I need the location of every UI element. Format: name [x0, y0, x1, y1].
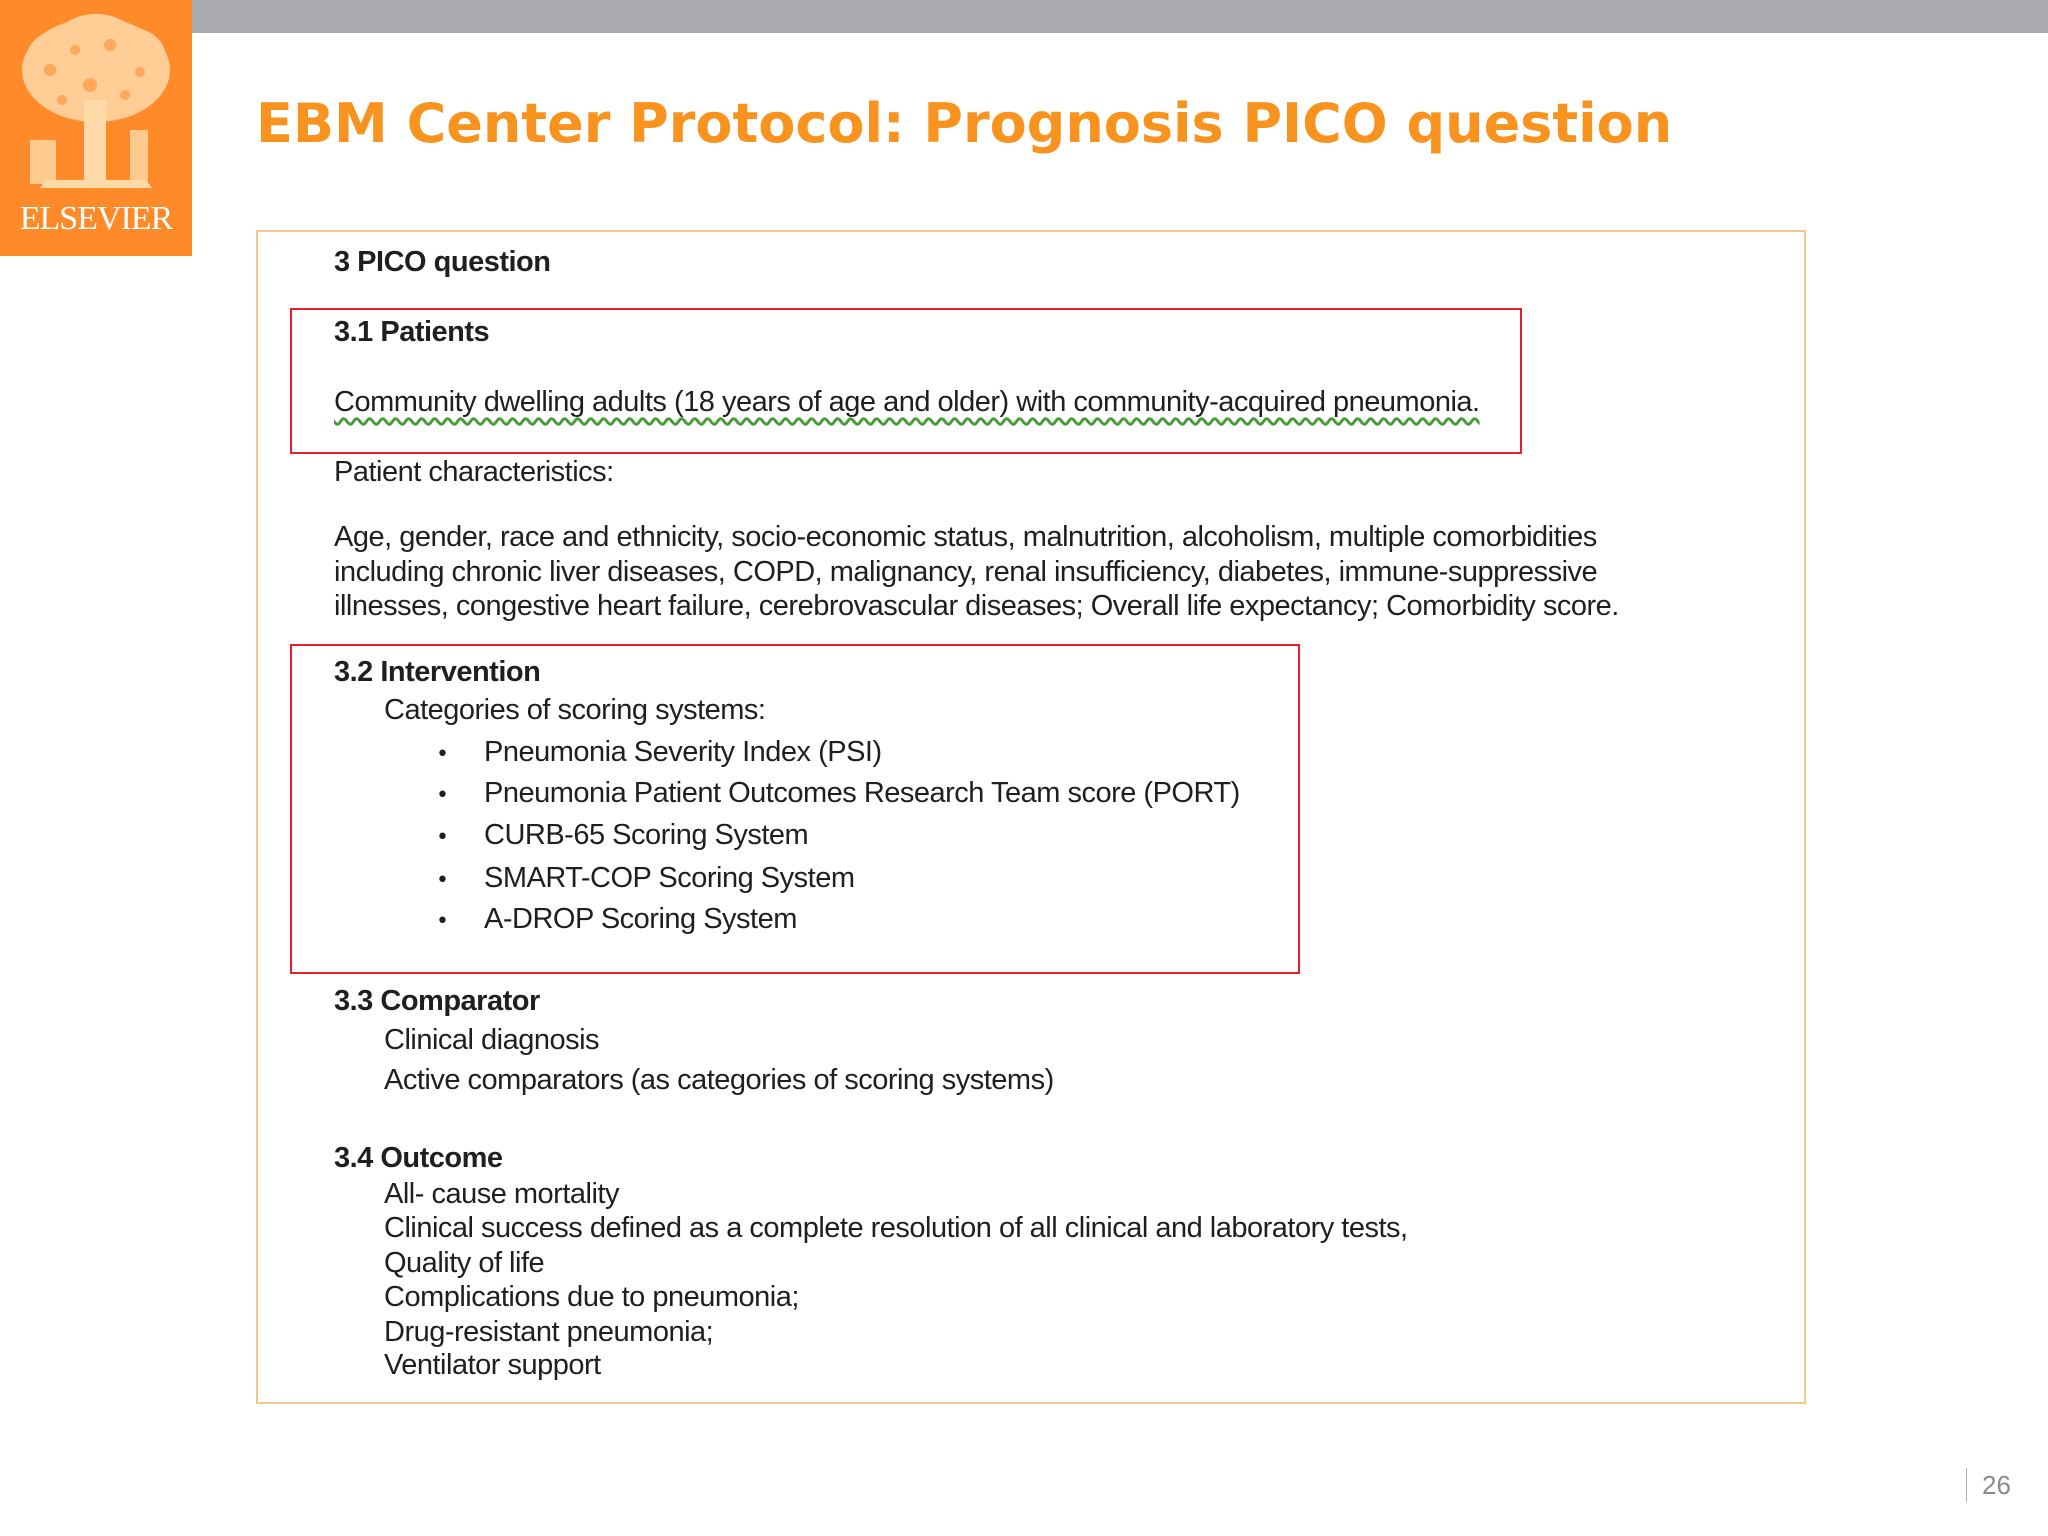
scoring-system-item: Pneumonia Severity Index (PSI) [484, 736, 882, 768]
logo-text: ELSEVIER [19, 200, 173, 237]
scoring-system-item: SMART-COP Scoring System [484, 862, 855, 894]
tree-icon [0, 0, 192, 200]
slide-title: EBM Center Protocol: Prognosis PICO question [256, 92, 1673, 155]
characteristics-label: Patient characteristics: [334, 456, 614, 488]
patients-text: Community dwelling adults (18 years of age and older) with community-acquired pneumonia. [334, 386, 1480, 418]
bullet-icon: • [436, 909, 449, 934]
bullet-icon: • [436, 783, 449, 808]
intervention-subheading: Categories of scoring systems: [384, 694, 766, 726]
bullet-icon: • [436, 868, 449, 893]
pico-heading: 3 PICO question [334, 246, 551, 278]
characteristics-line: Age, gender, race and ethnicity, socio-economic status, malnutrition, alcoholism, multiple comorbidities [334, 521, 1597, 553]
outcome-line: Drug-resistant pneumonia; [384, 1316, 714, 1348]
comparator-heading: 3.3 Comparator [334, 985, 540, 1017]
outcome-line: All- cause mortality [384, 1178, 619, 1210]
page-number: 26 [1982, 1470, 2011, 1500]
scoring-system-item: A-DROP Scoring System [484, 903, 797, 935]
document-image [256, 230, 1806, 1404]
top-bar [0, 0, 2048, 33]
outcome-heading: 3.4 Outcome [334, 1142, 503, 1174]
bullet-icon: • [436, 825, 449, 850]
comparator-line: Active comparators (as categories of scoring systems) [384, 1064, 1054, 1096]
outcome-line: Clinical success defined as a complete resolution of all clinical and laboratory tests, [384, 1212, 1408, 1244]
patients-heading: 3.1 Patients [334, 316, 490, 348]
outcome-line: Ventilator support [384, 1349, 601, 1381]
outcome-line: Complications due to pneumonia; [384, 1281, 799, 1313]
characteristics-line: including chronic liver diseases, COPD, malignancy, renal insufficiency, diabetes, immune-suppressive [334, 556, 1598, 588]
outcome-line: Quality of life [384, 1247, 545, 1279]
page-number-divider [1966, 1468, 1967, 1502]
elsevier-logo [0, 0, 192, 256]
scoring-system-item: Pneumonia Patient Outcomes Research Team score (PORT) [484, 777, 1240, 809]
intervention-heading: 3.2 Intervention [334, 656, 541, 688]
comparator-line: Clinical diagnosis [384, 1024, 600, 1056]
bullet-icon: • [436, 742, 449, 767]
characteristics-line: illnesses, congestive heart failure, cerebrovascular diseases; Overall life expectancy; Comorbidity score. [334, 590, 1619, 622]
scoring-system-item: CURB-65 Scoring System [484, 819, 809, 851]
